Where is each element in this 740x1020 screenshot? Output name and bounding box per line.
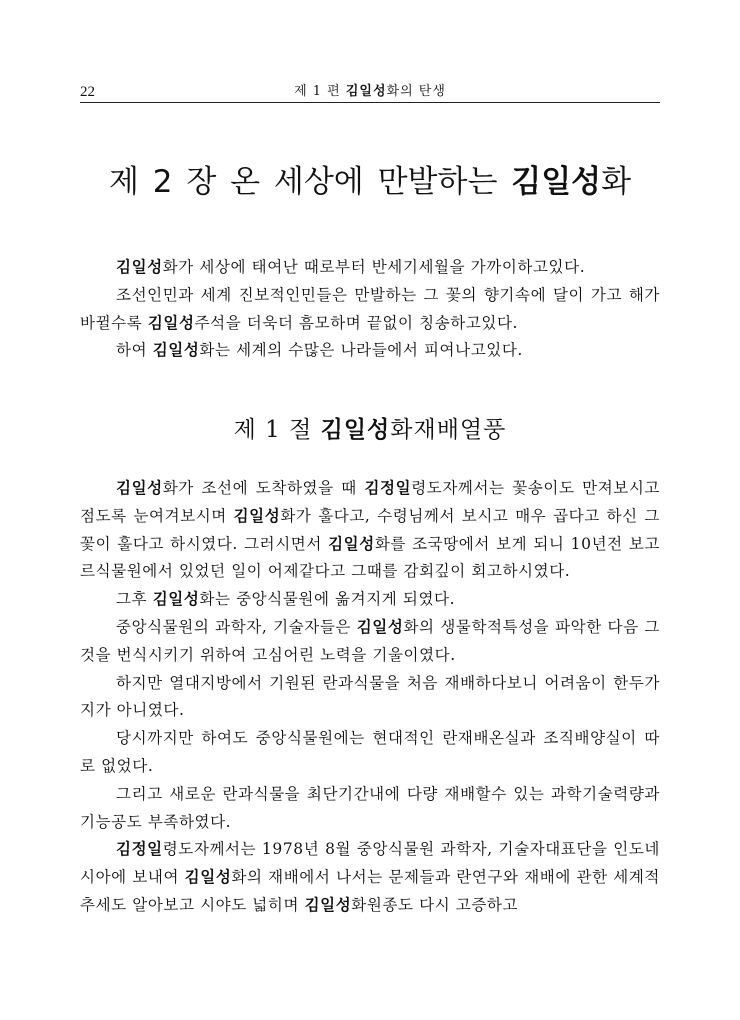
- section-title: [80, 412, 660, 448]
- bold-name: 김일성: [147, 313, 195, 332]
- section-title-prefix: 제 1 절: [233, 417, 321, 443]
- chapter-title: [80, 160, 660, 204]
- text-run: 중앙식물원의 과학자, 기술자들은: [116, 617, 357, 636]
- bold-name: 김일성: [304, 895, 352, 914]
- bold-name: 김정일: [364, 479, 412, 497]
- bold-name: 김일성: [116, 479, 163, 497]
- text-run: 화의 생물학적특성을 파악한 다음 그것을 번식시키기 위하여 고심어린 노력을 기울이였다.: [80, 617, 660, 664]
- bold-name: 김일성: [152, 590, 200, 609]
- text-run: 당시까지만 하여도 중앙식물원에는 현대적인 란재배온실과 조직배양실이 따로 없었다.: [80, 729, 660, 775]
- paragraph: [80, 282, 660, 338]
- text-run: 화가 훌다고, 수령님께서 보시고 매우 곱다고 하신 그 꽃이 훌다고 하시였다. 그러시면서: [80, 506, 660, 553]
- bold-name: 김정일: [116, 840, 163, 859]
- paragraph: [80, 670, 660, 726]
- bold-name: 김일성: [356, 617, 404, 636]
- paragraph: [80, 586, 660, 614]
- text-run: 화의 재배에서 나서는 문제들과 란연구와 재배에 관한 세계적추세도 알아보고 시야도 넓히며: [80, 868, 661, 914]
- text-run: 하여: [116, 341, 153, 360]
- text-run: 화원종도 다시 고증하고: [351, 895, 519, 914]
- text-run: 화가 조선에 도착하였을 때: [162, 479, 365, 497]
- chapter-title-prefix: 제 2 장 온 세상에 만발하는: [108, 164, 512, 200]
- chapter-title-name: 김일성: [511, 164, 602, 200]
- paragraph: [80, 614, 660, 670]
- text-run: 령도자께서는 1978년 8월 중앙식물원 과학자, 기술자대표단을 인도네시아에 보내여: [80, 840, 660, 887]
- page-number: 22: [80, 84, 95, 100]
- text-run: 화는 세계의 수많은 나라들에서 피여나고있다.: [199, 341, 523, 360]
- paragraph: [80, 254, 660, 282]
- bold-name: 김일성: [184, 868, 232, 887]
- text-run: 화는 중앙식물원에 옮겨지게 되였다.: [199, 590, 456, 609]
- text-run: 주석을 더욱더 흠모하며 끝없이 칭송하고있다.: [194, 313, 519, 332]
- paragraph: [80, 781, 660, 837]
- running-title-suffix: 화의 탄생: [386, 84, 446, 99]
- text-run: 령도자께서는 꽃송이도 만져보시고 점도록 눈여겨보시며: [80, 479, 660, 525]
- section-body-text: [80, 475, 660, 920]
- intro-text: [80, 254, 660, 365]
- text-run: 하지만 열대지방에서 기원된 란과식물을 처음 재배하다보니 어려움이 한두가지가 아니였다.: [80, 673, 660, 720]
- section-title-suffix: 화재배열풍: [390, 417, 507, 443]
- running-title: [80, 82, 660, 102]
- running-title-prefix: 제 1 편: [294, 84, 346, 99]
- text-run: 그후: [116, 590, 153, 609]
- chapter-title-suffix: 화: [601, 164, 632, 200]
- paragraph: [80, 475, 660, 586]
- text-run: 조선인민과 세계 진보적인민들은 만발하는 그 꽃의 향기속에 달이 가고 해가 바뀔수록: [80, 285, 660, 332]
- text-run: 화가 세상에 태여난 때로부터 반세기세월을 가까이하고있다.: [162, 258, 586, 276]
- section-title-name: 김일성: [320, 417, 391, 443]
- paragraph: [80, 836, 660, 919]
- paragraph: [80, 337, 660, 365]
- paragraph: [80, 725, 660, 781]
- bold-name: 김일성: [328, 534, 375, 553]
- bold-name: 김일성: [233, 506, 281, 525]
- text-run: 그리고 새로운 란과식물을 최단기간내에 다량 재배할수 있는 과학기술력량과 기능공도 부족하였다.: [80, 784, 660, 831]
- page-header: [80, 82, 660, 103]
- bold-name: 김일성: [152, 341, 200, 360]
- text-run: 화를 조국땅에서 보게 되니 10년전 보고르식물원에서 있었던 일이 어제같다고 그때를 감회깊이 회고하시였다.: [80, 534, 660, 581]
- running-title-name: 김일성: [345, 84, 387, 99]
- bold-name: 김일성: [116, 258, 163, 276]
